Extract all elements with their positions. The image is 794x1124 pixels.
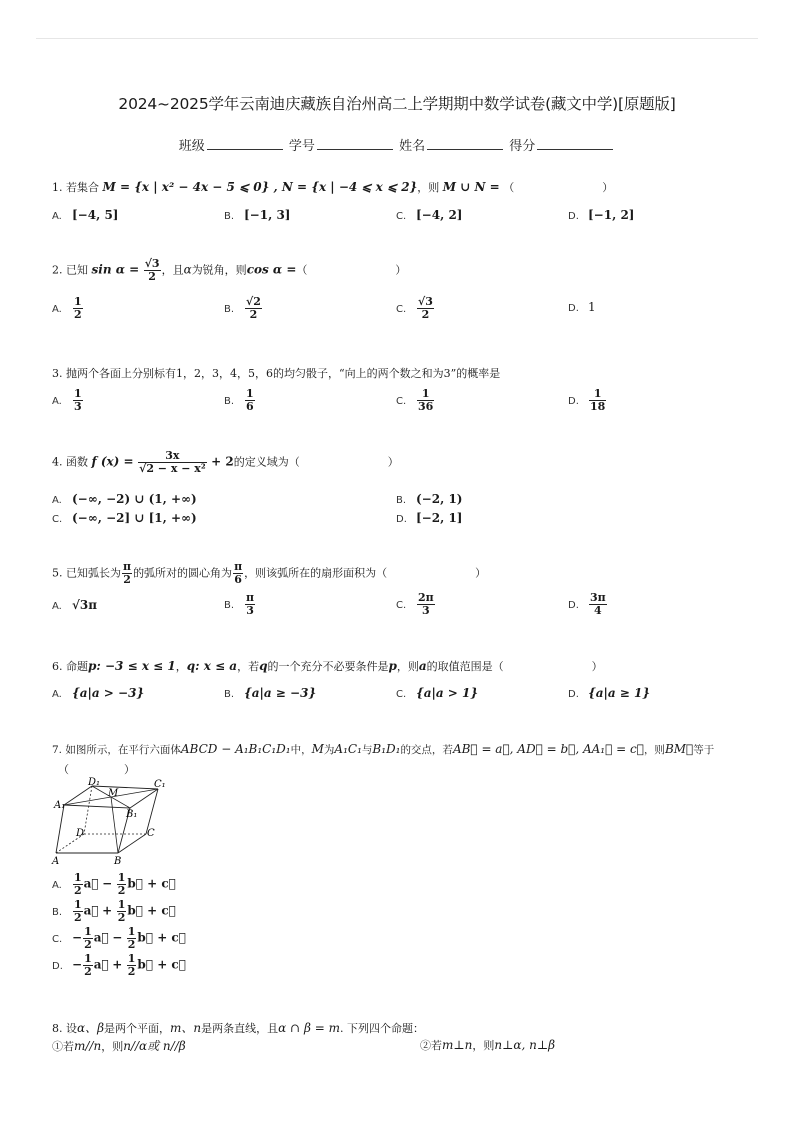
question-2: 2. 已知 sin α = $\frac{√3}{2}$ ，且α为锐角，则cos α =（ ） [52, 257, 407, 284]
q4-option-b[interactable]: B. (−2, 1) [396, 492, 463, 506]
q7-option-a[interactable]: A. $\frac{1}{2}$ a⃗ − $\frac{1}{2}$ b⃗ + c⃗ [52, 871, 176, 898]
q4-option-a[interactable]: A. (−∞, −2) ∪ (1, +∞) [52, 492, 197, 506]
q3-option-d[interactable]: D. $\frac{1}{18}$ [568, 387, 606, 414]
id-label: 学号 [288, 139, 315, 154]
q6-option-a[interactable]: A. {a|a > −3} [52, 686, 145, 700]
q5-option-d[interactable]: D. $\frac{3\pi}{4}$ [568, 591, 606, 618]
label-a1: A₁ [54, 800, 66, 811]
id-field[interactable] [317, 137, 393, 150]
q1-option-c[interactable]: C. [−4, 2] [396, 208, 463, 222]
question-1: 1. 若集合 M = {x | x² − 4x − 5 ⩽ 0} , N = {x | −4 ⩽ x ⩽ 2}，则 M ∪ N = （ ） [52, 180, 614, 194]
question-6: 6. 命题p: −3 ≤ x ≤ 1，q: x ≤ a，若q的一个充分不必要条件是p，则a的取值范围是（ ） [52, 659, 603, 673]
question-7: 7. 如图所示，在平行六面体ABCD − A₁B₁C₁D₁中，M为A₁C₁与B₁D₁的交点，若AB⃗ = a⃗, AD⃗ = b⃗, AA₁⃗ = c⃗，则BM⃗等于 [52, 742, 715, 756]
class-field[interactable] [207, 137, 283, 150]
question-4: 4. 函数 f (x) = $\frac{3x}{\text{√2 − x − x²}}$ + 2的定义域为（ ） [52, 449, 399, 476]
q3-option-a[interactable]: A. $\frac{1}{3}$ [52, 387, 82, 414]
label-b: B [114, 856, 122, 867]
q2-option-c[interactable]: C. $\frac{√3}{2}$ [396, 295, 433, 322]
student-info-line [0, 135, 794, 154]
label-c: C [147, 828, 155, 839]
q6-option-d[interactable]: D. {a|a ≥ 1} [568, 686, 651, 700]
q5-option-c[interactable]: C. $\frac{2\pi}{3}$ [396, 591, 434, 618]
page-title: 2024~2025学年云南迪庆藏族自治州高二上学期期中数学试卷(藏文中学)[原题版] [118, 95, 676, 113]
q6-option-c[interactable]: C. {a|a > 1} [396, 686, 479, 700]
q2-option-d[interactable]: D. 1 [568, 300, 596, 314]
q1-option-d[interactable]: D. [−1, 2] [568, 208, 635, 222]
class-label: 班级 [178, 139, 205, 154]
question-3: 3. 抛两个各面上分别标有1，2，3，4，5，6的均匀骰子，“向上的两个数之和为3”的概率是 [52, 367, 501, 380]
q1-option-a[interactable]: A. [−4, 5] [52, 208, 119, 222]
name-field[interactable] [427, 137, 503, 150]
q2-option-a[interactable]: A. $\frac{1}{2}$ [52, 295, 82, 322]
q3-option-b[interactable]: B. $\frac{1}{6}$ [224, 387, 254, 414]
q8-proposition-2: ②若m⊥n，则n⊥α, n⊥β [420, 1038, 556, 1052]
score-field[interactable] [537, 137, 613, 150]
label-b1: B₁ [126, 809, 138, 820]
label-c1: C₁ [154, 779, 166, 790]
label-d1: D₁ [88, 777, 101, 788]
q1-option-b[interactable]: B. [−1, 3] [224, 208, 291, 222]
q2-option-b[interactable]: B. $\frac{√2}{2}$ [224, 295, 261, 322]
question-8: 8. 设α、β是两个平面，m、n是两条直线，且α ∩ β = m. 下列四个命题： [52, 1021, 424, 1035]
q4-option-d[interactable]: D. [−2, 1] [396, 511, 463, 525]
q7-option-d[interactable]: D. − $\frac{1}{2}$ a⃗ + $\frac{1}{2}$ b⃗ + c⃗ [52, 952, 186, 979]
q4-option-c[interactable]: C. (−∞, −2] ∪ [1, +∞) [52, 511, 197, 525]
q7-option-c[interactable]: C. − $\frac{1}{2}$ a⃗ − $\frac{1}{2}$ b⃗ + c⃗ [52, 925, 186, 952]
label-m: M [108, 788, 119, 799]
name-label: 姓名 [399, 139, 426, 154]
q7-answer-bracket: （ ） [58, 763, 135, 776]
q7-option-b[interactable]: B. $\frac{1}{2}$ a⃗ + $\frac{1}{2}$ b⃗ + c⃗ [52, 898, 176, 925]
q2-fraction: $\frac{√3}{2}$ [144, 257, 160, 284]
parallelepiped-figure [50, 776, 170, 868]
q6-option-b[interactable]: B. {a|a ≥ −3} [224, 686, 317, 700]
q5-option-b[interactable]: B. $\frac{\pi}{3}$ [224, 591, 255, 618]
score-label: 得分 [509, 139, 536, 154]
q8-proposition-1: ①若m//n，则n//α或 n//β [52, 1039, 186, 1053]
q3-option-c[interactable]: C. $\frac{1}{36}$ [396, 387, 434, 414]
top-rule [36, 38, 758, 39]
question-5: 5. 已知弧长为 $\frac{\pi}{2}$ 的弧所对的圆心角为 $\frac{\pi}{6}$ ，则该弧所在的扇形面积为（ ） [52, 560, 487, 587]
q5-option-a[interactable]: A. √3π [52, 598, 98, 612]
label-d: D [76, 828, 85, 839]
label-a: A [52, 856, 60, 867]
